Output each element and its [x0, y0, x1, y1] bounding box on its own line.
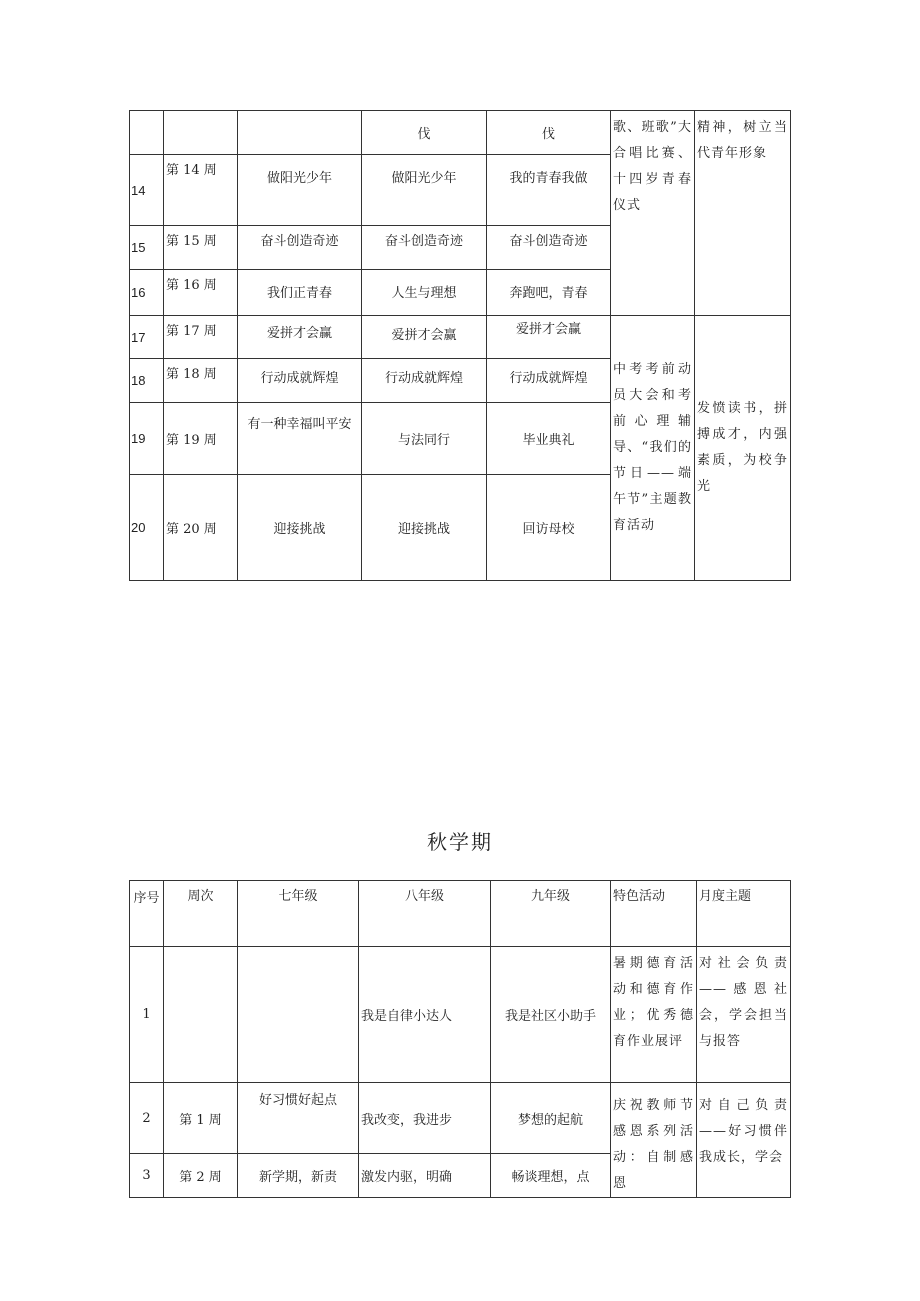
row-number: 15 — [130, 226, 164, 270]
row-number: 3 — [130, 1154, 164, 1198]
grade7-cell: 迎接挑战 — [238, 475, 362, 581]
grade7-cell: 我们正青春 — [238, 270, 362, 316]
grade8-cell: 激发内驱，明确 — [359, 1154, 491, 1198]
header-row — [130, 881, 791, 947]
autumn-schedule-table — [129, 880, 791, 1198]
table-row — [130, 316, 791, 359]
week-cell — [164, 947, 238, 1083]
header-grade7: 七年级 — [238, 881, 359, 947]
row-number: 18 — [130, 359, 164, 403]
grade9-cell: 梦想的起航 — [491, 1083, 611, 1154]
grade7-cell: 奋斗创造奇迹 — [238, 226, 362, 270]
grade9-cell: 回访母校 — [487, 475, 611, 581]
grade8-cell: 我改变，我进步 — [359, 1083, 491, 1154]
theme-cell: 对自己负责——好习惯伴我成长，学会 — [697, 1083, 791, 1198]
header-grade9: 九年级 — [491, 881, 611, 947]
table-row — [130, 1083, 791, 1154]
grade7-cell — [238, 947, 359, 1083]
grade9-cell: 伐 — [487, 111, 611, 155]
grade8-cell: 爱拼才会赢 — [362, 316, 487, 359]
grade8-cell: 我是自律小达人 — [359, 947, 491, 1083]
week-cell: 第 18 周 — [164, 359, 238, 403]
theme-cell: 对社会负责——感恩社会，学会担当与报答 — [697, 947, 791, 1083]
header-number: 序号 — [130, 881, 164, 947]
week-cell: 第 17 周 — [164, 316, 238, 359]
week-cell: 第 20 周 — [164, 475, 238, 581]
grade8-cell: 与法同行 — [362, 403, 487, 475]
week-cell: 第 16 周 — [164, 270, 238, 316]
row-number: 20 — [130, 475, 164, 581]
header-week: 周次 — [164, 881, 238, 947]
grade7-cell: 好习惯好起点 — [238, 1083, 359, 1154]
grade8-cell: 做阳光少年 — [362, 155, 487, 226]
activity-cell: 庆祝教师节感恩系列活动：自制感恩 — [611, 1083, 697, 1198]
grade9-cell: 爱拼才会赢 — [487, 316, 611, 359]
grade8-cell: 迎接挑战 — [362, 475, 487, 581]
grade8-cell: 人生与理想 — [362, 270, 487, 316]
header-activity: 特色活动 — [611, 881, 697, 947]
table-row — [130, 111, 791, 155]
theme-cell: 发愤读书，拼搏成才，内强素质，为校争光 — [695, 316, 791, 581]
row-number: 19 — [130, 403, 164, 475]
header-theme: 月度主题 — [697, 881, 791, 947]
grade9-cell: 奔跑吧，青春 — [487, 270, 611, 316]
week-cell: 第 1 周 — [164, 1083, 238, 1154]
grade9-cell: 我是社区小助手 — [491, 947, 611, 1083]
theme-cell: 精神，树立当代青年形象 — [695, 111, 791, 316]
grade9-cell: 奋斗创造奇迹 — [487, 226, 611, 270]
grade7-cell: 做阳光少年 — [238, 155, 362, 226]
grade8-cell: 伐 — [362, 111, 487, 155]
row-number: 14 — [130, 155, 164, 226]
week-cell: 第 14 周 — [164, 155, 238, 226]
activity-cell: 歌、班歌”大合唱比赛、十四岁青春仪式 — [611, 111, 695, 316]
week-cell: 第 19 周 — [164, 403, 238, 475]
grade7-cell: 有一种幸福叫平安 — [238, 403, 362, 475]
week-cell: 第 15 周 — [164, 226, 238, 270]
table-row — [130, 947, 791, 1083]
grade9-cell: 畅谈理想，点 — [491, 1154, 611, 1198]
week-cell: 第 2 周 — [164, 1154, 238, 1198]
row-number: 2 — [130, 1083, 164, 1154]
activity-cell: 中考考前动员大会和考前心理辅导、“我们的节日——端午节”主题教育活动 — [611, 316, 695, 581]
grade8-cell: 奋斗创造奇迹 — [362, 226, 487, 270]
row-number: 17 — [130, 316, 164, 359]
grade7-cell: 新学期，新责 — [238, 1154, 359, 1198]
row-number: 1 — [130, 947, 164, 1083]
grade9-cell: 我的青春我做 — [487, 155, 611, 226]
header-grade8: 八年级 — [359, 881, 491, 947]
grade7-cell: 爱拼才会赢 — [238, 316, 362, 359]
row-number: 16 — [130, 270, 164, 316]
activity-cell: 暑期德育活动和德育作业；优秀德育作业展评 — [611, 947, 697, 1083]
grade9-cell: 行动成就辉煌 — [487, 359, 611, 403]
grade9-cell: 毕业典礼 — [487, 403, 611, 475]
autumn-semester-title: 秋学期 — [427, 830, 493, 854]
grade8-cell: 行动成就辉煌 — [362, 359, 487, 403]
spring-schedule-table — [129, 110, 791, 581]
grade7-cell: 行动成就辉煌 — [238, 359, 362, 403]
